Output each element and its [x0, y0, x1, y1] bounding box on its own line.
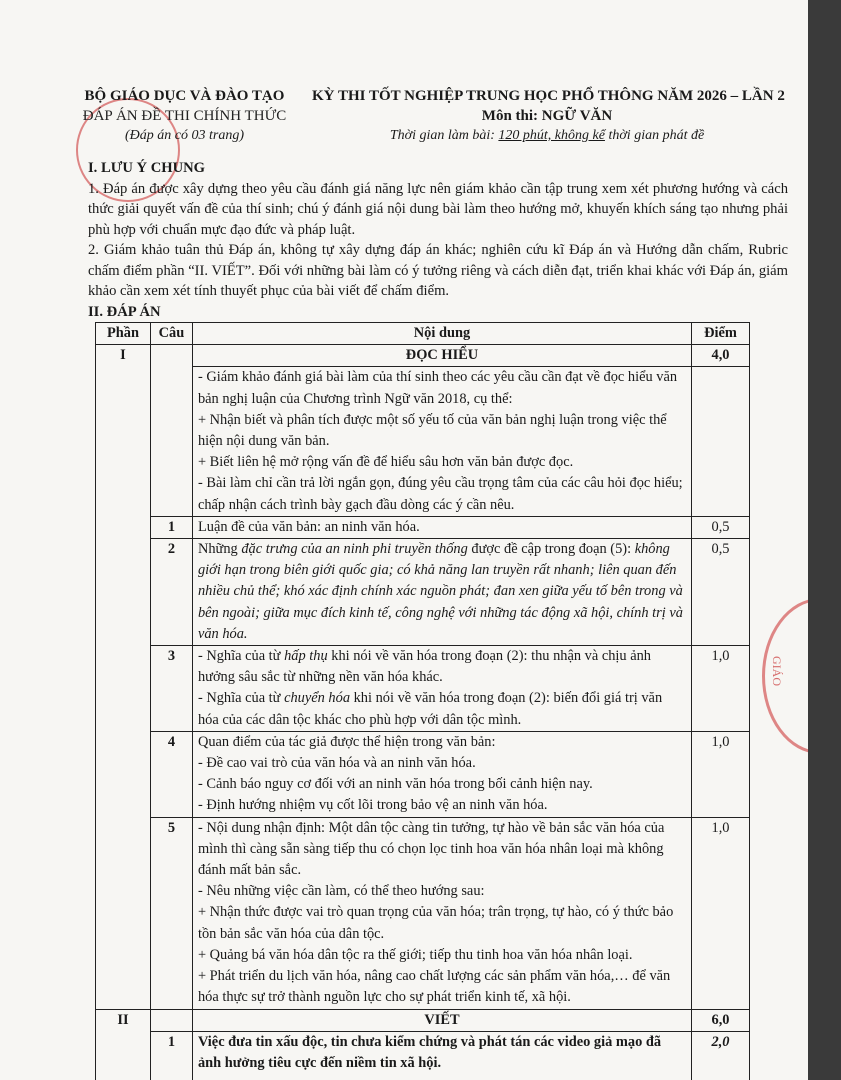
answer-key-label: ĐÁP ÁN ĐỀ THI CHÍNH THỨC	[82, 108, 287, 124]
q4-line: - Định hướng nhiệm vụ cốt lõi trong bảo vệ an ninh văn hóa.	[197, 797, 548, 814]
part-score: 6,0	[692, 1009, 750, 1031]
question-number: 1	[150, 1031, 192, 1080]
answer-table	[95, 322, 750, 1080]
question-score: 1,0	[692, 731, 750, 817]
q3a-rest: khi nói về văn hóa trong đoạn (2): thu nhận và chịu ảnh hưởng sâu sắc từ những nền văn hóa khác.	[197, 648, 651, 686]
q5-line: - Nội dung nhận định: Một dân tộc càng tin tưởng, tự hào về bản sắc văn hóa của mình thì càng sẵn sàng tiếp thu có chọn lọc tinh hoa văn hóa nhân loại mà không đánh mất bản sắc.	[197, 819, 665, 879]
table-row	[96, 817, 750, 1009]
part-score: 4,0	[692, 345, 750, 367]
q2-rest-italic: không giới hạn trong biên giới quốc gia; có khả năng lan truyền rất nhanh; liên quan đến nhiều chủ thể; khó xác định chính xác nguồn phát; đan xen giữa yếu tố bên trong và bên ngoài; giữa mục đích kinh tế, công nghệ với những tác động xã hội, chính trị và văn hóa.	[197, 541, 683, 642]
question-score: 1,0	[692, 646, 750, 732]
empty-cell	[150, 367, 192, 516]
q4-line: - Cảnh báo nguy cơ đối với an ninh văn hóa trong bối cảnh hiện nay.	[197, 776, 593, 793]
question-number: 5	[150, 817, 192, 1009]
q3a-lead: - Nghĩa của từ	[197, 648, 285, 665]
table-row	[96, 539, 750, 646]
subject-line: Môn thi: NGỮ VĂN	[481, 108, 613, 124]
exam-title: KỲ THI TỐT NGHIỆP TRUNG HỌC PHỔ THÔNG NĂM 2026 – LẦN 2	[312, 88, 785, 104]
time-suffix: thời gian phát đề	[604, 128, 705, 143]
empty-cell	[692, 367, 750, 516]
question-number: 2	[150, 539, 192, 646]
table-row	[96, 731, 750, 817]
time-prefix: Thời gian làm bài:	[389, 128, 499, 143]
intro-line: + Nhận biết và phân tích được một số yếu tố của văn bản nghị luận trong việc thể hiện nội dung văn bản.	[197, 411, 667, 450]
screen-edge	[808, 0, 841, 1080]
red-stamp-right	[762, 598, 808, 754]
stamp-text: GIÁO	[770, 656, 784, 686]
part-title: ĐỌC HIỂU	[192, 345, 691, 367]
table-row	[96, 1031, 750, 1080]
q4-line: Quan điểm của tác giả được thể hiện trong văn bản:	[197, 733, 496, 750]
part-intro	[192, 367, 691, 516]
part-title: VIẾT	[192, 1009, 691, 1031]
question-score: 1,0	[692, 817, 750, 1009]
header-left	[62, 86, 307, 146]
general-note-1: 1. Đáp án được xây dựng theo yêu cầu đánh giá năng lực nên giám khảo cần tập trung xem xét phương hướng và cách thức giải quyết vấn đề của thí sinh; chú ý đánh giá nội dung bài làm theo hướng mở, khuyến khích sáng tạo nhưng phải phù hợp với chuẩn mực đạo đức và pháp luật.	[88, 180, 788, 238]
q3-line-b	[198, 688, 686, 730]
q2-lead-italic: đặc trưng của an ninh phi truyền thống	[241, 541, 468, 558]
question-number: 1	[150, 516, 192, 538]
general-notes-title: I. LƯU Ý CHUNG	[88, 160, 206, 176]
question-content	[192, 817, 691, 1009]
q3a-word: hấp thụ	[284, 648, 328, 665]
header-right	[312, 86, 785, 146]
intro-line: - Giám khảo đánh giá bài làm của thí sinh theo các yêu cầu cần đạt về đọc hiểu văn bản nghị luận của Chương trình Ngữ văn 2018, cụ thể:	[197, 369, 678, 407]
q3b-rest: khi nói về văn hóa trong đoạn (2): biến đổi giá trị văn hóa của các dân tộc khác cho phù hợp với dân tộc mình.	[197, 690, 663, 728]
q2-mid: được đề cập trong đoạn (5):	[467, 541, 635, 558]
answer-section-title: II. ĐÁP ÁN	[88, 304, 161, 320]
table-row	[96, 345, 750, 367]
question-score: 0,5	[692, 516, 750, 538]
header-score: Điểm	[692, 323, 750, 345]
q5-line: + Phát triển du lịch văn hóa, nâng cao chất lượng các sản phẩm văn hóa,… để văn hóa thực sự trở thành nguồn lực cho sự phát triển kinh tế, xã hội.	[197, 968, 671, 1006]
q3-line-a	[198, 646, 686, 688]
empty-cell	[150, 345, 192, 367]
question-number: 3	[150, 646, 192, 732]
q5-line: + Quảng bá văn hóa dân tộc ra thế giới; tiếp thu tinh hoa văn hóa nhân loại.	[197, 946, 633, 963]
part-cell: I	[96, 345, 151, 1009]
question-content: Việc đưa tin xấu độc, tin chưa kiểm chứng và phát tán các video giả mạo đã ảnh hưởng tiêu cực đến niềm tin xã hội.	[192, 1031, 691, 1080]
ministry-name: BỘ GIÁO DỤC VÀ ĐÀO TẠO	[84, 88, 285, 104]
header-question: Câu	[150, 323, 192, 345]
table-row	[96, 367, 750, 516]
time-line	[312, 126, 782, 146]
general-notes-section	[88, 158, 788, 302]
header-content: Nội dung	[192, 323, 691, 345]
time-underlined: 120 phút, không kể	[498, 128, 605, 143]
intro-line: - Bài làm chỉ cần trả lời ngắn gọn, đúng yêu cầu trọng tâm của các câu hỏi đọc hiểu; chấp nhận cách trình bày gạch đầu dòng các ý cần nêu.	[197, 475, 683, 513]
question-content	[192, 646, 691, 732]
page-count-note: (Đáp án có 03 trang)	[125, 128, 244, 143]
q5-line: - Nêu những việc cần làm, có thể theo hướng sau:	[197, 883, 485, 900]
q4-line: - Đề cao vai trò của văn hóa và an ninh văn hóa.	[197, 755, 476, 772]
empty-cell	[150, 1009, 192, 1031]
header-part: Phần	[96, 323, 151, 345]
q2-lead: Những	[197, 541, 242, 558]
question-number: 4	[150, 731, 192, 817]
question-score: 2,0	[692, 1031, 750, 1080]
q3b-word: chuyển hóa	[284, 690, 351, 707]
table-row	[96, 1009, 750, 1031]
question-score: 0,5	[692, 539, 750, 646]
general-note-2: 2. Giám khảo tuân thủ Đáp án, không tự xây dựng đáp án khác; nghiên cứu kĩ Đáp án và Hướng dẫn chấm, Rubric chấm điểm phần “II. VIẾT”. Đối với những bài làm có ý tưởng riêng và cách diễn đạt, triển khai khác với Đáp án, giám khảo cần xem xét tính thuyết phục của bài viết để chấm điểm.	[88, 242, 788, 299]
intro-line: + Biết liên hệ mở rộng vấn đề để hiểu sâu hơn văn bản được đọc.	[197, 454, 574, 471]
q3b-lead: - Nghĩa của từ	[197, 690, 285, 707]
table-row	[96, 646, 750, 732]
question-content: Luận đề của văn bản: an ninh văn hóa.	[192, 516, 691, 538]
part-cell: II	[96, 1009, 151, 1080]
question-content	[192, 539, 691, 646]
question-content	[192, 731, 691, 817]
table-row	[96, 516, 750, 538]
q5-line: + Nhận thức được vai trò quan trọng của văn hóa; trân trọng, tự hào, có ý thức bảo tồn bản sắc văn hóa của dân tộc.	[197, 904, 674, 942]
table-header-row	[96, 323, 750, 345]
